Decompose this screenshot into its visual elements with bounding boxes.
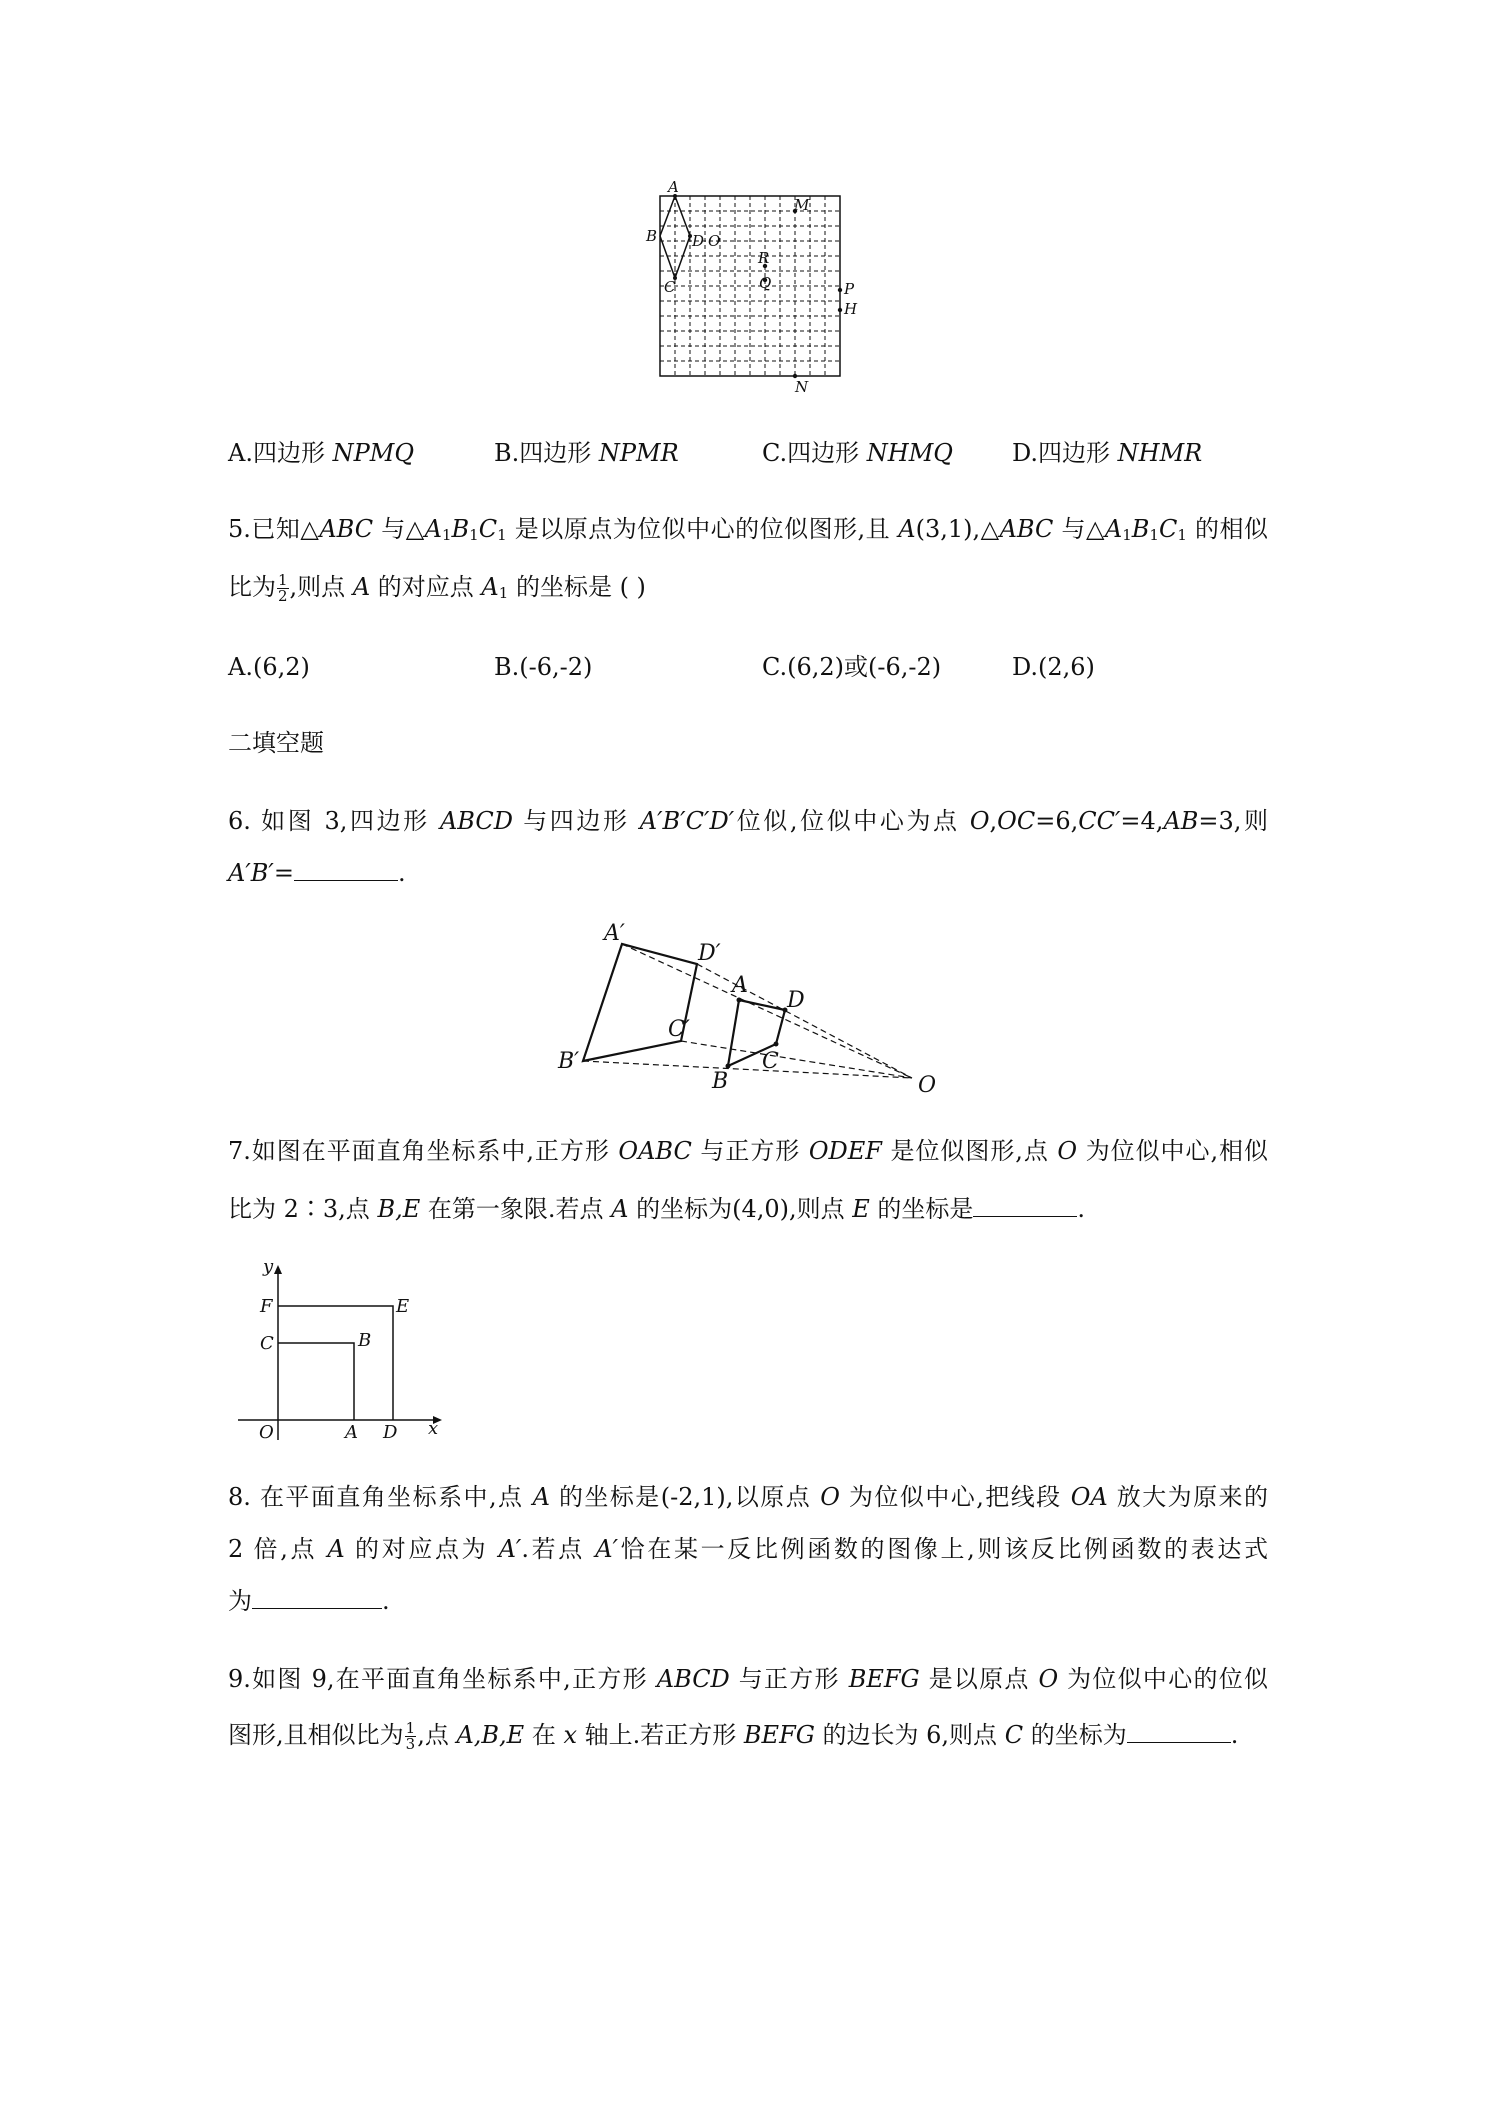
q7-line-2: 比为 2∶3,点 B,E 在第一象限.若点 A 的坐标为(4,0),则点 E 的坐标是 . (228, 1195, 1086, 1223)
label-o: O (708, 232, 721, 250)
label-c: C (664, 278, 676, 296)
label-f: F (260, 1296, 273, 1317)
label-e: E (396, 1296, 410, 1317)
label-d-prime: D′ (698, 941, 721, 966)
square-odef (278, 1306, 393, 1420)
q8-line-2: 2 倍,点 A 的对应点为 A′.若点 A′恰在某一反比例函数的图像上,则该反比例函数的表达式 (228, 1535, 1268, 1563)
label-d: D (383, 1422, 398, 1443)
q4-option-d[interactable]: D.四边形 NHMR (1012, 439, 1203, 467)
label-m: M (794, 196, 810, 214)
coordinate-squares-figure (228, 1256, 458, 1444)
similar-quadrilaterals-figure (550, 916, 950, 1102)
label-r: R (758, 249, 770, 267)
label-c-prime: C′ (668, 1017, 690, 1042)
label-x: x (428, 1418, 439, 1439)
label-a: A (732, 973, 748, 998)
grid-figure (640, 178, 860, 398)
q8-line-1: 8. 在平面直角坐标系中,点 A 的坐标是(-2,1),以原点 O 为位似中心,把线段 OA 放大为原来的 (228, 1483, 1268, 1511)
label-d: D (787, 988, 805, 1013)
label-a: A (668, 178, 679, 196)
label-c: C (762, 1049, 779, 1074)
label-a: A (345, 1422, 358, 1443)
q6-line-2: A′B′= . (228, 859, 406, 887)
q6-line-1: 6. 如图 3,四边形 ABCD 与四边形 A′B′C′D′位似,位似中心为点 O,OC=6,CC′=4,AB=3,则 (228, 807, 1268, 835)
square-oabc (278, 1343, 354, 1420)
q5-option-a[interactable]: A.(6,2) (228, 653, 310, 681)
label-d: D (692, 232, 705, 250)
q4-option-a[interactable]: A.四边形 NPMQ (228, 439, 415, 467)
label-q: Q (759, 274, 772, 292)
label-o: O (918, 1073, 937, 1098)
q5-option-b[interactable]: B.(-6,-2) (494, 653, 593, 681)
answer-blank[interactable] (1127, 1720, 1231, 1743)
answer-blank[interactable] (252, 1586, 382, 1609)
label-b-prime: B′ (558, 1049, 580, 1074)
q8-line-3: 为 . (228, 1587, 390, 1615)
q7-line-1: 7.如图在平面直角坐标系中,正方形 OABC 与正方形 ODEF 是位似图形,点 O 为位似中心,相似 (228, 1137, 1269, 1165)
label-b: B (646, 227, 658, 245)
grid (660, 196, 840, 376)
label-b: B (712, 1069, 729, 1094)
q9-line-1: 9.如图 9,在平面直角坐标系中,正方形 ABCD 与正方形 BEFG 是以原点 O 为位似中心的位似 (228, 1665, 1269, 1693)
q4-option-c[interactable]: C.四边形 NHMQ (762, 439, 953, 467)
label-y: y (263, 1256, 274, 1277)
label-b: B (358, 1330, 372, 1351)
label-c: C (260, 1333, 274, 1354)
label-o: O (259, 1422, 274, 1443)
answer-blank[interactable] (973, 1194, 1077, 1217)
q5-option-d[interactable]: D.(2,6) (1012, 653, 1095, 681)
q4-option-b[interactable]: B.四边形 NPMR (494, 439, 679, 467)
q5-line-2: 比为 $\frac{1}{2}$ ,则点 A 的对应点 $A_1$ 的坐标是 ( ) (228, 571, 646, 605)
section-heading: 二填空题 (228, 729, 324, 757)
quadrilateral-a-prime (583, 944, 697, 1061)
fraction-one-third: $\frac{1}{3}$ (405, 1719, 416, 1753)
rhombus-abcd (660, 196, 690, 278)
label-n: N (795, 378, 809, 396)
label-h: H (844, 300, 858, 318)
label-p: P (844, 280, 855, 298)
answer-blank[interactable] (294, 858, 398, 881)
label-a-prime: A′ (604, 921, 625, 946)
q9-line-2: 图形,且相似比为 $\frac{1}{3}$ ,点 A,B,E 在 x 轴上.若正方形 BEFG 的边长为 6,则点 C 的坐标为 . (228, 1719, 1239, 1753)
q5-option-c[interactable]: C.(6,2)或(-6,-2) (762, 653, 942, 681)
fraction-one-half: $\frac{1}{2}$ (278, 571, 288, 605)
q5-line-1: 5.已知△ABC 与$\triangle A_1B_1C_1$ 是以原点为位似中心的位似图形,且 A(3,1),△ABC 与$\triangle A_1B_1C_1$ 的相似 (228, 515, 1268, 544)
